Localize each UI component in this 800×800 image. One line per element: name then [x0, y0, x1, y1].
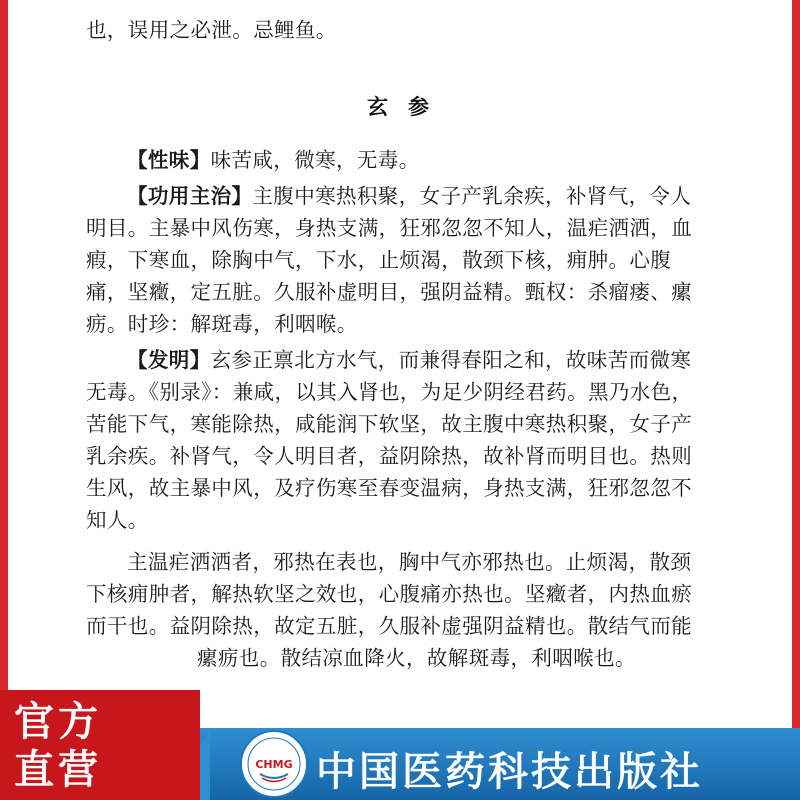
label-taste: 【性味】 [127, 148, 211, 172]
discussion-line: 知人。 [86, 508, 149, 532]
official-store-label [14, 698, 184, 794]
paragraph-function-line-1 [86, 180, 736, 212]
paragraph-discussion-line-1 [86, 344, 736, 376]
function-line: 瘕，下寒血，除胸中气，下水，止烦渴，散颈下核，痈肿。心腹 [86, 248, 672, 272]
function-line: 疬。时珍：解斑毒，利咽喉。 [86, 312, 358, 336]
logo-text: CHMG [255, 758, 293, 771]
entry-body [86, 144, 736, 674]
label-discussion: 【发明】 [127, 348, 211, 372]
official-line-1: 官方 [14, 699, 102, 745]
store-banner [0, 690, 800, 800]
function-line: 主腹中寒热积聚，女子产乳余疾，补肾气，令人 [252, 184, 692, 208]
top-line: 也，误用之必泄。忌鲤鱼。 [86, 18, 337, 42]
label-function: 【功用主治】 [127, 184, 253, 208]
taste-text: 味苦咸，微寒，无毒。 [210, 148, 420, 172]
paragraph-taste [86, 144, 736, 176]
discussion-line: 苦能下气，寒能除热，咸能润下软坚，故主腹中寒热积聚，女子产 [86, 412, 693, 436]
commentary-line: 下核痈肿者，解热软坚之效也，心腹痛亦热也。坚癥者，内热血瘀 [86, 582, 693, 606]
discussion-line: 生风，故主暴中风，及疗伤寒至春变温病，身热支满，狂邪忽忽不 [86, 476, 693, 500]
publisher-name: 中国医药科技出版社 [316, 749, 703, 795]
discussion-line: 无毒。《别录》：兼咸，以其入肾也，为足少阴经君药。黑乃水色， [86, 380, 693, 404]
discussion-line: 乳余疾。补肾气，令人明目者，益阴除热，故补肾而明目也。热则 [86, 444, 693, 468]
commentary-line: 主温疟洒洒者，邪热在表也，胸中气亦邪热也。止烦渴，散颈 [127, 550, 692, 574]
publisher-logo-icon [238, 728, 310, 800]
commentary-line: 而干也。益阴除热，故定五脏，久服补虚强阴益精也。散结气而能 [86, 614, 693, 638]
commentary-line: 瘰疬也。散结凉血降火，故解斑毒，利咽喉也。 [197, 646, 636, 670]
official-line-2: 直营 [14, 747, 102, 793]
function-line: 明目。主暴中风伤寒，身热支满，狂邪忽忽不知人，温疟洒洒，血 [86, 216, 693, 240]
entry-title: 玄参 [367, 95, 449, 119]
discussion-line: 玄参正禀北方水气，而兼得春阳之和，故味苦而微寒 [210, 348, 692, 372]
official-store-badge [0, 690, 200, 800]
function-line: 痛，坚癥，定五脏。久服补虚明目，强阴益精。甄权：杀瘤瘘、瘰 [86, 280, 693, 304]
